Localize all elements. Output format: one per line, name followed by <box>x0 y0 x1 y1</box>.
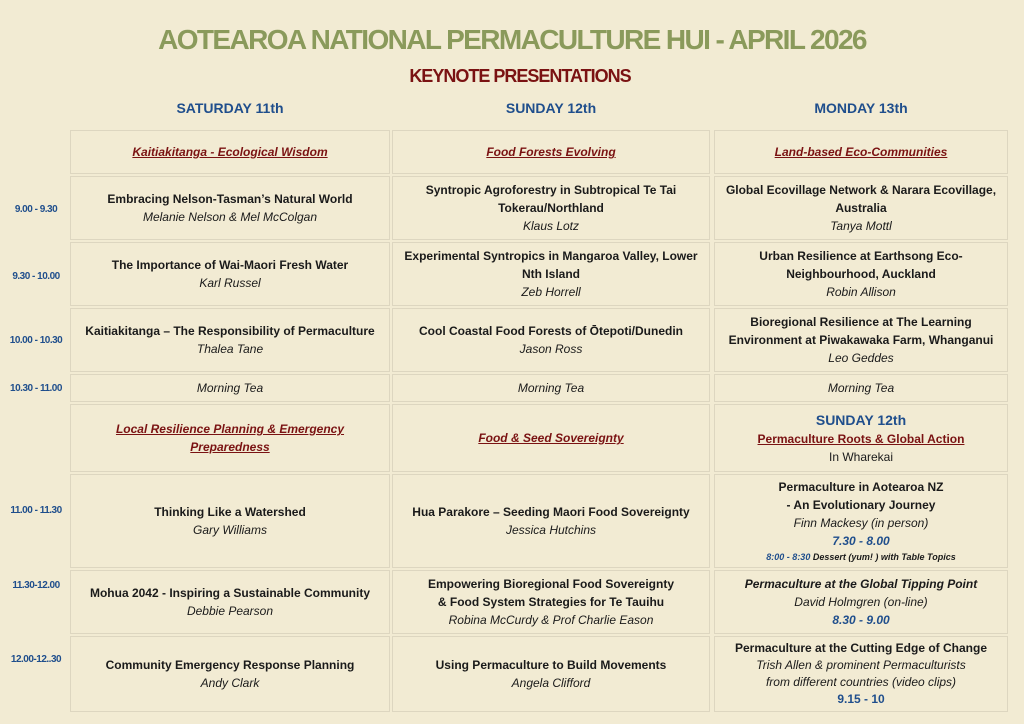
time-slot-2: 9.30 - 10.00 <box>12 271 60 282</box>
theme-label: Food Forests Evolving <box>486 145 616 159</box>
time-slot-4: 10.30 - 11.00 <box>10 383 62 394</box>
session-title-line2: & Food System Strategies for Te Tauihu <box>437 595 665 609</box>
session-speaker: Robina McCurdy & Prof Charlie Eason <box>448 613 654 627</box>
evening-session-cell <box>714 636 1008 712</box>
dessert-text: Dessert (yum! ) with Table Topics <box>812 552 956 562</box>
session-cell <box>70 176 390 240</box>
session-cell <box>392 242 710 306</box>
session-speaker: Thalea Tane <box>196 342 264 356</box>
session-speaker: Tanya Mottl <box>830 219 892 233</box>
session-title: Syntropic Agroforestry in Subtropical Te Tai <box>425 183 677 197</box>
session-title-line2: Tokerau/Northland <box>498 201 604 215</box>
session-title: Embracing Nelson-Tasman’s Natural World <box>107 192 353 206</box>
session-speaker: Robin Allison <box>826 285 896 299</box>
session-cell <box>392 570 710 634</box>
session-title: Permaculture at the Cutting Edge of Change <box>734 641 988 655</box>
theme-label: Local Resilience Planning & Emergency Preparedness <box>115 422 345 454</box>
break-label: Morning Tea <box>517 381 585 395</box>
session-title: The Importance of Wai-Maori Fresh Water <box>111 258 349 272</box>
evening-day: SUNDAY 12th <box>815 412 907 428</box>
theme-cell-sunday <box>392 130 710 174</box>
page-subtitle: KEYNOTE PRESENTATIONS <box>409 66 631 86</box>
session-speaker: Klaus Lotz <box>522 219 580 233</box>
dessert-time: 8:00 - 8:30 <box>766 552 811 562</box>
page-title: AOTEAROA NATIONAL PERMACULTURE HUI - APRIL 2026 <box>158 24 866 55</box>
theme-label: Kaitiakitanga - Ecological Wisdom <box>132 145 328 159</box>
session-title: Using Permaculture to Build Movements <box>435 658 667 672</box>
session-speaker: Gary Williams <box>193 523 267 537</box>
day-header-sunday: SUNDAY 12th <box>505 100 597 116</box>
theme-cell-sunday-midday <box>392 404 710 472</box>
evening-header-cell <box>714 404 1008 472</box>
session-time: 8.30 - 9.00 <box>832 613 890 627</box>
session-speaker: Zeb Horrell <box>521 285 581 299</box>
session-speaker: Melanie Nelson & Mel McColgan <box>142 210 318 224</box>
session-title-line2: Nth Island <box>521 267 580 281</box>
day-header-saturday: SATURDAY 11th <box>176 100 284 116</box>
session-time: 7.30 - 8.00 <box>832 534 890 548</box>
session-cell <box>70 308 390 372</box>
session-title: Urban Resilience at Earthsong Eco- <box>759 249 963 263</box>
morning-tea-cell <box>392 374 710 402</box>
time-slot-5: 11.00 - 11.30 <box>10 505 62 516</box>
session-time: 9.15 - 10 <box>837 692 885 706</box>
dessert-line <box>766 550 955 564</box>
evening-session-cell <box>714 474 1008 568</box>
session-speaker: Andy Clark <box>200 676 260 690</box>
session-title: Cool Coastal Food Forests of Ōtepoti/Dunedin <box>419 324 683 338</box>
theme-cell-saturday-midday <box>70 404 390 472</box>
session-speaker: Debbie Pearson <box>186 604 274 618</box>
theme-label: Food & Seed Sovereignty <box>478 431 624 445</box>
session-cell <box>392 636 710 712</box>
session-speaker: Leo Geddes <box>828 351 894 365</box>
session-cell <box>70 636 390 712</box>
evening-theme: Permaculture Roots & Global Action <box>757 432 965 446</box>
time-slot-7: 12.00-12..30 <box>10 654 62 665</box>
session-speaker: Finn Mackesy (in person) <box>793 516 929 530</box>
break-label: Morning Tea <box>827 381 895 395</box>
time-slot-1: 9.00 - 9.30 <box>14 204 58 215</box>
session-title: Global Ecovillage Network & Narara Ecovillage, <box>725 183 997 197</box>
time-slot-6: 11.30-12.00 <box>12 580 60 591</box>
session-cell <box>714 308 1008 372</box>
session-cell <box>714 176 1008 240</box>
session-title: Thinking Like a Watershed <box>154 505 306 519</box>
session-title: Hua Parakore – Seeding Maori Food Sovereignty <box>412 505 690 519</box>
session-title-line2: Australia <box>835 201 887 215</box>
session-title-line2: Environment at Piwakawaka Farm, Whanganui <box>728 333 994 347</box>
session-title: Mohua 2042 - Inspiring a Sustainable Community <box>89 586 371 600</box>
session-cell <box>70 474 390 568</box>
morning-tea-cell <box>70 374 390 402</box>
session-cell <box>392 474 710 568</box>
session-title-line2: - An Evolutionary Journey <box>786 498 936 512</box>
morning-tea-cell <box>714 374 1008 402</box>
session-title: Experimental Syntropics in Mangaroa Valley, Lower <box>404 249 698 263</box>
session-cell <box>714 242 1008 306</box>
session-cell <box>392 176 710 240</box>
theme-label: Land-based Eco-Communities <box>774 145 948 159</box>
session-speaker: Jessica Hutchins <box>505 523 597 537</box>
session-title: Permaculture at the Global Tipping Point <box>744 577 978 591</box>
session-cell <box>70 242 390 306</box>
session-speaker: Karl Russel <box>199 276 261 290</box>
session-speaker: Jason Ross <box>519 342 583 356</box>
evening-session-cell <box>714 570 1008 634</box>
theme-cell-saturday <box>70 130 390 174</box>
break-label: Morning Tea <box>196 381 264 395</box>
session-title: Kaitiakitanga – The Responsibility of Permaculture <box>85 324 375 338</box>
time-slot-3: 10.00 - 10.30 <box>9 335 63 346</box>
session-speaker: Trish Allen & prominent Permaculturists <box>756 658 966 672</box>
session-title: Community Emergency Response Planning <box>105 658 355 672</box>
session-title: Permaculture in Aotearoa NZ <box>778 480 944 494</box>
session-cell <box>70 570 390 634</box>
theme-cell-monday <box>714 130 1008 174</box>
evening-venue: In Wharekai <box>828 450 894 464</box>
session-speaker: David Holmgren (on-line) <box>794 595 928 609</box>
session-cell <box>392 308 710 372</box>
day-header-monday: MONDAY 13th <box>814 100 908 116</box>
session-speaker: Angela Clifford <box>511 676 591 690</box>
session-title-line2: Neighbourhood, Auckland <box>786 267 936 281</box>
session-title: Bioregional Resilience at The Learning <box>750 315 972 329</box>
session-title: Empowering Bioregional Food Sovereignty <box>427 577 675 591</box>
session-speaker-line2: from different countries (video clips) <box>765 675 957 689</box>
